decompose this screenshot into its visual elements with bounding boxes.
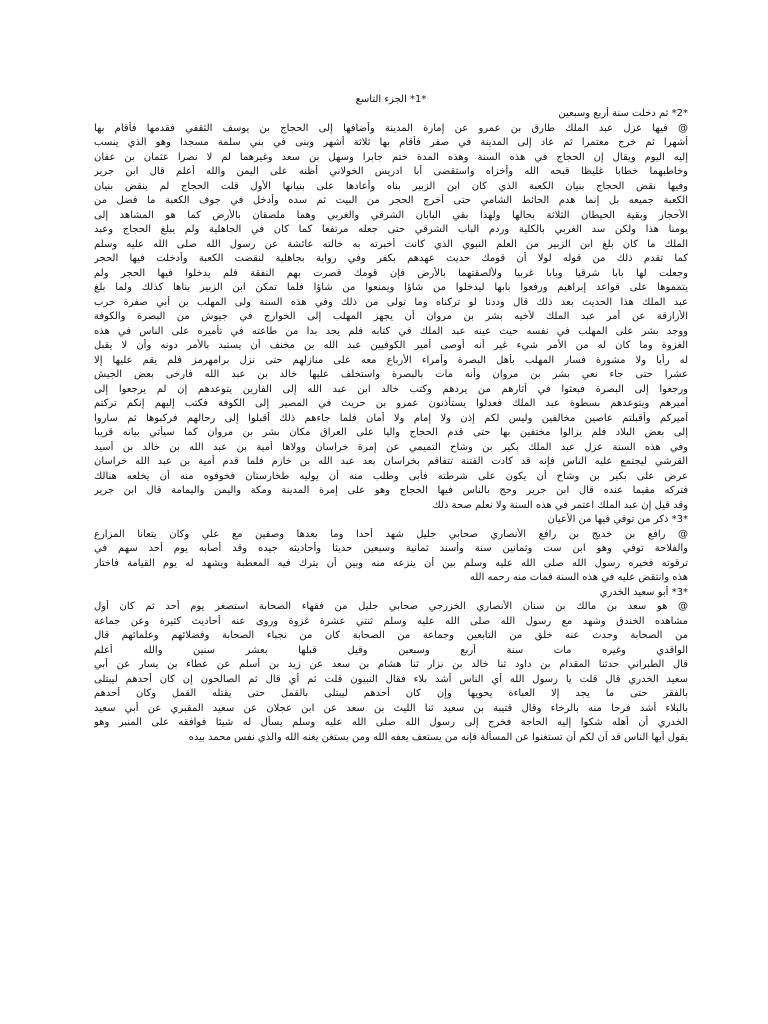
text-line: عبد الملك هذا الحديث بعد ذلك قال وددنا لو تركناه وما تولى من ذلك وفي هذه السنة ولى المهلب بن أبي صفرة حرب bbox=[94, 296, 688, 308]
section-heading: *3* أبو سعيد الخدري bbox=[599, 586, 688, 598]
text-line: هذه وانتقض عليه في هذه السنة فمات منه رحمه الله bbox=[469, 572, 688, 583]
text-line: الخدري أن أهله شكوا إليه الحاجة فخرج إلى رسول الله صلى الله عليه وسلم يسأل له شيئا فوافقه على المنبر وهو bbox=[94, 717, 688, 728]
text-line: قال الطبراني حدثنا المقدام بن داود ثنا خالد بن نزار ثنا هشام بن سعد عن زيد بن أسلم عن عطاء بن يسار عن أبي bbox=[94, 659, 688, 670]
text-line: الأحجار وبقية الحيطان الثلاثة بحالها ولهذا بقي البابان الشرقي والغربي وهما ملصقان بالأرض كما هو المشاهد إلى bbox=[94, 209, 688, 221]
text-line: @ رافع بن خديج بن رافع الأنصاري صحابي جليل شهد أحدا وما بعدها وصفين مع علي وكان يتعانا المزارع bbox=[94, 528, 688, 540]
text-line: الغزوة وما كان له من الأمر شيء غير أنه أوصى أمير الكوفيين عبد الله بن مخنف أن يستبد بالأمر دونه وأن لا يقبل bbox=[94, 340, 688, 351]
text-line: @ هو سعد بن مالك بن سنان الأنصاري الخزرجي صحابي جليل من فقهاء الصحابة استصغر يوم أحد ثم كان أول bbox=[94, 601, 688, 612]
document-page bbox=[94, 92, 688, 745]
text-line: عرض على بكير بن وشاح أن يكون على شرطته فأبى وطلب منه أن يوليه طخارستان فخوفوه منه أن يخلعه هنالك bbox=[94, 470, 688, 482]
page-title: *1* الجزء التاسع bbox=[355, 94, 427, 105]
text-line: ووجد بشر على المهلب في نفسه حيث عينه عبد الملك في كتابه فلم يجد بدا من طاعته في تأميره على الناس في هذه bbox=[94, 325, 688, 337]
text-line: عشرا حتى جاء نعي بشر بن مروان وأنه مات بالبصرة واستخلف عليها خالد بن عبد الله فارخى بعض الجيش bbox=[94, 369, 688, 380]
text-line: ترقوته فخيره رسول الله صلى الله عليه وسلم بين أن ينزعه منه وبين أن يترك فيه المعطبة ويشهد له يوم القيامة فاختار bbox=[94, 557, 688, 569]
text-line: الملك ما كان بلغ ابن الزبير من العلم النبوي الذي كانت أخبرته به خالته عائشة عن رسول الله صلى الله عليه وسلم bbox=[94, 238, 688, 250]
text-line: وفي هذه السنة عزل عبد الملك بكير بن وشاح التميمي عن إمرة خراسان وولاها أمية بن عبد الله بن خالد بن أسيد bbox=[94, 441, 688, 453]
text-line: يتمموها على قواعد إبراهيم ورفعوا بابها ليدخلوا من شاؤا ويمنعوا من شاؤا فلما تمكن ابن الزبير بناها كذلك ولما بلغ bbox=[94, 282, 688, 293]
text-line: القرشي ليجتمع عليه الناس فإنه قد كادت الفتنة تتفاقم بخراسان بعد عبد الله بن خازم فلما قدم أمية بن عبد الله خراسان bbox=[94, 456, 688, 467]
text-line: الأزارقة عن أمر عبد الملك لأخيه بشر بن مروان أن يجهز المهلب إلى الخوارج في جيوش من البصرة والكوفة bbox=[94, 311, 688, 322]
text-line: الكعبة جميعه بل إنما هدم الحائط الشامي حتى أخرج الحجر من البيت ثم سده وأدخل في جوف الكعبة ما فضل من bbox=[94, 195, 688, 206]
section-3 bbox=[94, 586, 688, 746]
text-line: يقول أيها الناس قد آن لكم أن تستغنوا عن المسألة فإنه من يستعف يعفه الله ومن يستغن يغنه الله والذي نفس محمد بيده bbox=[188, 731, 688, 743]
text-line: سعيد الخدري قال قلت يا رسول الله أي الناس أشد بلاء فقال النبيون قلت ثم أي قال ثم الصالحون إن كان أحدهم ليبتلى bbox=[94, 673, 688, 685]
section-heading: *3* ذكر من توفي فيها من الأعيان bbox=[547, 514, 688, 525]
section-heading: *2* ثم دخلت سنة أربع وسبعين bbox=[558, 108, 688, 119]
text-line: إلى بعض البلاد فلم يزالوا مختفين بها حتى قدم الحجاج واليا على العراق مكان بشر بن مروان كما سيأتي بيانه قريبا bbox=[94, 427, 688, 438]
text-line: @ فيها عزل عبد الملك طارق بن عمرو عن إمارة المدينة وأضافها إلى الحجاج بن يوسف الثقفي فقدمها فأقام بها bbox=[94, 122, 688, 134]
text-line: الواقدي وغيره مات سنة أربع وسبعين وقيل قبلها بعشر سنين والله أعلم bbox=[94, 644, 688, 656]
text-line: ورجعوا إلى البصرة فبعثوا في آثارهم من يردهم وكتب خالد ابن عبد الله إلى الفارين يتوعدهم إن لم يرجعوا إلى bbox=[94, 383, 688, 395]
text-line: أميرهم ويتوعدهم بسطوة عبد الملك فعدلوا يستأذنون عمرو بن حريث في المصير إلى الكوفة فكتب إليهم إنكم تركتم bbox=[94, 398, 688, 409]
text-line: بالفقر حتى ما يجد إلا العباءة يحويها وإن كان أحدهم ليبتلى بالقمل حتى يقتله القمل وكان أحدهم bbox=[94, 688, 688, 699]
text-line: كما تقدم ذلك من قوله لولا أن قومك حديث عهدهم بكفر وفي رواية بجاهلية لنقضت الكعبة وأدخلت فيها الحجر bbox=[94, 253, 688, 264]
text-line: أشهرا ثم خرج معتمرا ثم عاد إلى المدينة في صفر فأقام بها ثلاثة أشهر وبنى في بني سلمة مسجدا وهو الذي ينسب bbox=[94, 137, 688, 148]
document-body bbox=[94, 107, 688, 745]
text-line: فتركه مقيما عنده قال ابن جرير وحج بالناس فيها الحجاج وهو على إمرة المدينة ومكة واليمن واليمامة قال ابن جرير bbox=[94, 485, 688, 496]
text-line: وقد قيل إن عبد الملك اعتمر في هذه السنة ولا نعلم صحة ذلك bbox=[432, 499, 688, 511]
text-line: له رأيا ولا مشورة فسار المهلب بأهل البصرة وأمراء الأرباع معه على منازلهم حتى نزل برامهرمز فلم يقم عليها إلا bbox=[94, 354, 688, 366]
section-1 bbox=[94, 107, 688, 513]
text-line: والفلاحة توفي وهو ابن ست وثمانين سنة وأسند ثمانية وسبعين حديثا وأحاديثه جيده وقد أصابه يوم أحد سهم في bbox=[94, 543, 688, 554]
text-line: وخاطبهما خطابا غليظا قبحه الله وأخزاه واستقضى أبا ادريس الخولاني أظنه على اليمن والله أعلم قال ابن جرير bbox=[94, 166, 688, 177]
text-line: أميركم وأقبلتم عاصين مخالفين وليس لكم إذن ولا إمام ولا أمان فلما جاءهم ذلك أقبلوا إلى رحالهم فركبوها ثم ساروا bbox=[94, 412, 688, 424]
text-line: من الصحابة وحدث عنه خلق من التابعين وجماعة من الصحابة كان من نجباء الصحابة وفضلائهم وعلمائهم قال bbox=[94, 630, 688, 641]
text-line: مشاهده الخندق وشهد مع رسول الله صلى الله عليه وسلم ثنتي عشرة غزوة وروى عنه أحاديث كثيرة وعن جماعة bbox=[94, 615, 688, 627]
text-line: وفيها نقض الحجاج بنيان الكعبة الذي كان ابن الزبير بناه وأعادها على بنيانها الأول قلت الحجاج لم ينقض بنيان bbox=[94, 180, 688, 192]
text-line: يومنا هذا ولكن سد الغربي بالكلية وردم الباب الشرقي حتى جعله مرتفعا كما كان في الجاهلية ولم يبلغ الحجاج وعبد bbox=[94, 224, 688, 235]
section-2 bbox=[94, 513, 688, 586]
text-line: إليه اليوم ويقال إن الحجاج في هذه السنة وهذه المدة ختم جابرا وسهل بن سعد وغيرهما لم لا نصرا عثمان بن عفان bbox=[94, 151, 688, 163]
text-line: بالبلاء أشد فرحا منه بالرخاء وقال قتيبة بن سعيد ثنا الليث بن سعد عن ابن عجلان عن سعيد المقبري عن أبي سعيد bbox=[94, 702, 688, 714]
text-line: وجعلت لها بابا شرقيا وبابا غربيا ولألصقتهما بالأرض فإن قومك قصرت بهم النفقة فلم يدخلوا فيها الحجر ولم bbox=[94, 267, 688, 279]
